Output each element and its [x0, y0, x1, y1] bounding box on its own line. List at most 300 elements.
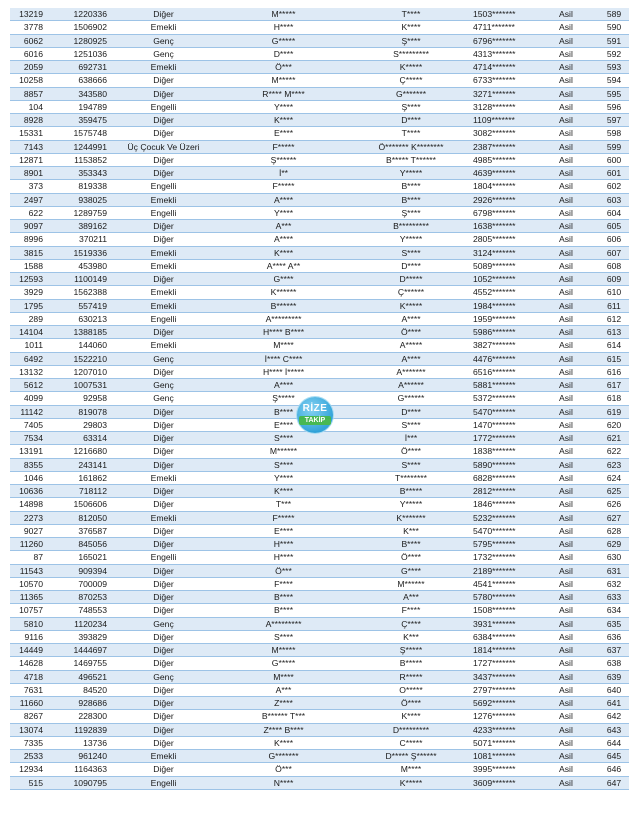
- table-row: [10, 246, 629, 259]
- cell-last-name: G*******: [351, 87, 471, 100]
- cell-last-name: S****: [351, 458, 471, 471]
- cell-category: Emekli: [111, 511, 216, 524]
- table-row: [10, 485, 629, 498]
- cell-first-name: M****: [216, 670, 351, 683]
- cell-application-no: 8857: [10, 87, 47, 100]
- cell-last-name: A****: [351, 352, 471, 365]
- cell-category: Diğer: [111, 657, 216, 670]
- cell-record-no: 1575748: [47, 127, 111, 140]
- cell-category: Diğer: [111, 432, 216, 445]
- cell-category: Diğer: [111, 405, 216, 418]
- cell-record-no: 928686: [47, 697, 111, 710]
- cell-last-name: G****: [351, 564, 471, 577]
- cell-last-name: Ö****: [351, 326, 471, 339]
- cell-id-number: 6516*******: [471, 365, 551, 378]
- table-row: [10, 524, 629, 537]
- cell-record-no: 389162: [47, 220, 111, 233]
- cell-last-name: M****: [351, 763, 471, 776]
- cell-rank: 636: [599, 630, 629, 643]
- cell-last-name: B****: [351, 180, 471, 193]
- cell-application-no: 10570: [10, 577, 47, 590]
- table-row: [10, 273, 629, 286]
- table-row: [10, 140, 629, 153]
- cell-status: Asil: [551, 736, 599, 749]
- cell-first-name: D****: [216, 47, 351, 60]
- table-row: [10, 8, 629, 21]
- cell-status: Asil: [551, 246, 599, 259]
- cell-last-name: K*******: [351, 511, 471, 524]
- cell-id-number: 6828*******: [471, 471, 551, 484]
- cell-id-number: 5470*******: [471, 524, 551, 537]
- cell-record-no: 243141: [47, 458, 111, 471]
- cell-last-name: S****: [351, 246, 471, 259]
- cell-last-name: B*****: [351, 485, 471, 498]
- cell-first-name: K****: [216, 736, 351, 749]
- cell-status: Asil: [551, 352, 599, 365]
- cell-rank: 640: [599, 683, 629, 696]
- cell-application-no: 2059: [10, 61, 47, 74]
- cell-first-name: S****: [216, 458, 351, 471]
- cell-application-no: 8901: [10, 167, 47, 180]
- cell-record-no: 453980: [47, 259, 111, 272]
- table-row: [10, 193, 629, 206]
- cell-category: Genç: [111, 379, 216, 392]
- cell-application-no: 10258: [10, 74, 47, 87]
- cell-record-no: 1100149: [47, 273, 111, 286]
- cell-last-name: K***: [351, 630, 471, 643]
- cell-status: Asil: [551, 34, 599, 47]
- cell-last-name: Ö****: [351, 551, 471, 564]
- cell-first-name: B****** T***: [216, 710, 351, 723]
- cell-last-name: T****: [351, 8, 471, 21]
- table-row: [10, 750, 629, 763]
- cell-rank: 592: [599, 47, 629, 60]
- cell-status: Asil: [551, 233, 599, 246]
- cell-category: Diğer: [111, 87, 216, 100]
- cell-record-no: 84520: [47, 683, 111, 696]
- cell-rank: 639: [599, 670, 629, 683]
- cell-first-name: A****: [216, 233, 351, 246]
- cell-status: Asil: [551, 193, 599, 206]
- cell-application-no: 13191: [10, 445, 47, 458]
- rize-takip-logo: [297, 397, 333, 433]
- table-row: [10, 352, 629, 365]
- cell-first-name: A***: [216, 683, 351, 696]
- cell-last-name: K****: [351, 21, 471, 34]
- cell-id-number: 5089*******: [471, 259, 551, 272]
- cell-id-number: 1772*******: [471, 432, 551, 445]
- table-row: [10, 670, 629, 683]
- cell-id-number: 1732*******: [471, 551, 551, 564]
- cell-id-number: 2926*******: [471, 193, 551, 206]
- table-row: [10, 61, 629, 74]
- cell-status: Asil: [551, 485, 599, 498]
- cell-application-no: 14898: [10, 498, 47, 511]
- cell-record-no: 144060: [47, 339, 111, 352]
- cell-last-name: K****: [351, 710, 471, 723]
- cell-category: Diğer: [111, 445, 216, 458]
- cell-category: Diğer: [111, 498, 216, 511]
- cell-record-no: 819338: [47, 180, 111, 193]
- table-row: [10, 736, 629, 749]
- cell-record-no: 938025: [47, 193, 111, 206]
- table-row: [10, 259, 629, 272]
- cell-record-no: 1280925: [47, 34, 111, 47]
- cell-application-no: 1588: [10, 259, 47, 272]
- cell-rank: 610: [599, 286, 629, 299]
- cell-first-name: Ö***: [216, 61, 351, 74]
- cell-record-no: 359475: [47, 114, 111, 127]
- cell-category: Diğer: [111, 604, 216, 617]
- cell-status: Asil: [551, 710, 599, 723]
- cell-category: Diğer: [111, 326, 216, 339]
- cell-record-no: 353343: [47, 167, 111, 180]
- logo-text-top: RİZE: [302, 403, 328, 414]
- cell-rank: 643: [599, 723, 629, 736]
- cell-category: Diğer: [111, 644, 216, 657]
- cell-status: Asil: [551, 114, 599, 127]
- cell-status: Asil: [551, 670, 599, 683]
- cell-record-no: 961240: [47, 750, 111, 763]
- cell-status: Asil: [551, 286, 599, 299]
- table-row: [10, 683, 629, 696]
- cell-status: Asil: [551, 74, 599, 87]
- table-row: [10, 458, 629, 471]
- cell-category: Genç: [111, 617, 216, 630]
- cell-status: Asil: [551, 180, 599, 193]
- cell-category: Üç Çocuk Ve Üzeri: [111, 140, 216, 153]
- cell-last-name: B***** T******: [351, 153, 471, 166]
- cell-first-name: H**** İ*****: [216, 365, 351, 378]
- cell-category: Genç: [111, 34, 216, 47]
- cell-id-number: 1503*******: [471, 8, 551, 21]
- table-row: [10, 167, 629, 180]
- cell-first-name: H****: [216, 21, 351, 34]
- cell-category: Emekli: [111, 193, 216, 206]
- cell-id-number: 5881*******: [471, 379, 551, 392]
- table-row: [10, 710, 629, 723]
- cell-category: Diğer: [111, 74, 216, 87]
- cell-last-name: D***** Ş******: [351, 750, 471, 763]
- cell-record-no: 376587: [47, 524, 111, 537]
- cell-id-number: 2189*******: [471, 564, 551, 577]
- table-row: [10, 206, 629, 219]
- table-row: [10, 114, 629, 127]
- cell-category: Diğer: [111, 8, 216, 21]
- cell-last-name: O*****: [351, 683, 471, 696]
- cell-category: Diğer: [111, 458, 216, 471]
- cell-status: Asil: [551, 511, 599, 524]
- cell-last-name: T********: [351, 471, 471, 484]
- cell-first-name: Z**** B****: [216, 723, 351, 736]
- cell-last-name: Ş****: [351, 34, 471, 47]
- cell-first-name: K****: [216, 246, 351, 259]
- cell-first-name: M*****: [216, 644, 351, 657]
- cell-id-number: 5890*******: [471, 458, 551, 471]
- cell-rank: 607: [599, 246, 629, 259]
- cell-last-name: Y*****: [351, 233, 471, 246]
- cell-id-number: 5071*******: [471, 736, 551, 749]
- cell-rank: 630: [599, 551, 629, 564]
- cell-first-name: A****: [216, 379, 351, 392]
- table-row: [10, 326, 629, 339]
- cell-application-no: 6062: [10, 34, 47, 47]
- cell-category: Engelli: [111, 180, 216, 193]
- cell-status: Asil: [551, 697, 599, 710]
- cell-rank: 599: [599, 140, 629, 153]
- cell-first-name: K******: [216, 286, 351, 299]
- cell-first-name: E****: [216, 127, 351, 140]
- cell-application-no: 7335: [10, 736, 47, 749]
- cell-id-number: 1838*******: [471, 445, 551, 458]
- cell-record-no: 1207010: [47, 365, 111, 378]
- table-row: [10, 538, 629, 551]
- cell-last-name: D*********: [351, 723, 471, 736]
- cell-id-number: 1804*******: [471, 180, 551, 193]
- cell-application-no: 7631: [10, 683, 47, 696]
- cell-first-name: F****: [216, 577, 351, 590]
- cell-category: Diğer: [111, 365, 216, 378]
- cell-last-name: B*****: [351, 657, 471, 670]
- cell-status: Asil: [551, 524, 599, 537]
- cell-rank: 598: [599, 127, 629, 140]
- cell-last-name: A******: [351, 379, 471, 392]
- cell-application-no: 4718: [10, 670, 47, 683]
- cell-id-number: 3271*******: [471, 87, 551, 100]
- cell-id-number: 3124*******: [471, 246, 551, 259]
- cell-status: Asil: [551, 153, 599, 166]
- cell-application-no: 13074: [10, 723, 47, 736]
- cell-category: Emekli: [111, 339, 216, 352]
- cell-application-no: 8996: [10, 233, 47, 246]
- cell-record-no: 393829: [47, 630, 111, 643]
- cell-record-no: 370211: [47, 233, 111, 246]
- cell-record-no: 1153852: [47, 153, 111, 166]
- cell-status: Asil: [551, 339, 599, 352]
- cell-category: Diğer: [111, 524, 216, 537]
- cell-rank: 616: [599, 365, 629, 378]
- cell-application-no: 515: [10, 776, 47, 789]
- cell-category: Engelli: [111, 206, 216, 219]
- cell-first-name: Y****: [216, 100, 351, 113]
- cell-rank: 620: [599, 418, 629, 431]
- cell-application-no: 5810: [10, 617, 47, 630]
- table-row: [10, 220, 629, 233]
- cell-application-no: 8355: [10, 458, 47, 471]
- cell-status: Asil: [551, 299, 599, 312]
- cell-first-name: S****: [216, 432, 351, 445]
- cell-rank: 618: [599, 392, 629, 405]
- cell-last-name: A****: [351, 312, 471, 325]
- table-row: [10, 577, 629, 590]
- cell-first-name: E****: [216, 524, 351, 537]
- cell-id-number: 4476*******: [471, 352, 551, 365]
- cell-last-name: Ç*****: [351, 74, 471, 87]
- table-row: [10, 763, 629, 776]
- cell-application-no: 12871: [10, 153, 47, 166]
- cell-status: Asil: [551, 683, 599, 696]
- cell-application-no: 14104: [10, 326, 47, 339]
- cell-id-number: 3609*******: [471, 776, 551, 789]
- cell-status: Asil: [551, 657, 599, 670]
- cell-application-no: 104: [10, 100, 47, 113]
- cell-category: Diğer: [111, 723, 216, 736]
- cell-record-no: 1506902: [47, 21, 111, 34]
- cell-category: Diğer: [111, 220, 216, 233]
- table-row: [10, 153, 629, 166]
- cell-record-no: 1519336: [47, 246, 111, 259]
- table-row: [10, 564, 629, 577]
- cell-application-no: 9097: [10, 220, 47, 233]
- cell-rank: 594: [599, 74, 629, 87]
- cell-record-no: 1289759: [47, 206, 111, 219]
- cell-first-name: A*********: [216, 617, 351, 630]
- cell-category: Diğer: [111, 736, 216, 749]
- cell-last-name: Ö****: [351, 445, 471, 458]
- cell-category: Diğer: [111, 114, 216, 127]
- cell-last-name: Ş*****: [351, 644, 471, 657]
- cell-id-number: 4714*******: [471, 61, 551, 74]
- cell-id-number: 1984*******: [471, 299, 551, 312]
- cell-id-number: 5780*******: [471, 591, 551, 604]
- cell-record-no: 638666: [47, 74, 111, 87]
- cell-rank: 626: [599, 498, 629, 511]
- cell-last-name: D****: [351, 259, 471, 272]
- cell-status: Asil: [551, 458, 599, 471]
- cell-first-name: F*****: [216, 511, 351, 524]
- cell-category: Diğer: [111, 763, 216, 776]
- cell-application-no: 622: [10, 206, 47, 219]
- cell-rank: 632: [599, 577, 629, 590]
- cell-last-name: B*********: [351, 220, 471, 233]
- cell-category: Diğer: [111, 167, 216, 180]
- cell-application-no: 3929: [10, 286, 47, 299]
- cell-record-no: 343580: [47, 87, 111, 100]
- cell-category: Engelli: [111, 551, 216, 564]
- cell-category: Diğer: [111, 538, 216, 551]
- cell-rank: 596: [599, 100, 629, 113]
- cell-record-no: 630213: [47, 312, 111, 325]
- cell-category: Emekli: [111, 286, 216, 299]
- cell-id-number: 3437*******: [471, 670, 551, 683]
- cell-rank: 609: [599, 273, 629, 286]
- cell-status: Asil: [551, 87, 599, 100]
- cell-rank: 637: [599, 644, 629, 657]
- cell-record-no: 1444697: [47, 644, 111, 657]
- cell-id-number: 5795*******: [471, 538, 551, 551]
- cell-first-name: E****: [216, 418, 351, 431]
- cell-last-name: B****: [351, 193, 471, 206]
- cell-rank: 613: [599, 326, 629, 339]
- cell-id-number: 4552*******: [471, 286, 551, 299]
- cell-record-no: 692731: [47, 61, 111, 74]
- cell-first-name: İ**** C****: [216, 352, 351, 365]
- cell-status: Asil: [551, 432, 599, 445]
- cell-id-number: 1638*******: [471, 220, 551, 233]
- cell-first-name: A**** A**: [216, 259, 351, 272]
- table-row: [10, 312, 629, 325]
- cell-category: Diğer: [111, 153, 216, 166]
- table-row: [10, 47, 629, 60]
- cell-category: Diğer: [111, 485, 216, 498]
- cell-rank: 635: [599, 617, 629, 630]
- cell-status: Asil: [551, 8, 599, 21]
- cell-status: Asil: [551, 445, 599, 458]
- cell-first-name: Y****: [216, 206, 351, 219]
- cell-application-no: 11543: [10, 564, 47, 577]
- cell-status: Asil: [551, 206, 599, 219]
- cell-record-no: 1251036: [47, 47, 111, 60]
- cell-id-number: 6796*******: [471, 34, 551, 47]
- table-row: [10, 127, 629, 140]
- cell-status: Asil: [551, 365, 599, 378]
- cell-id-number: 5986*******: [471, 326, 551, 339]
- cell-category: Diğer: [111, 564, 216, 577]
- cell-first-name: Ş******: [216, 153, 351, 166]
- cell-category: Diğer: [111, 591, 216, 604]
- cell-status: Asil: [551, 591, 599, 604]
- cell-status: Asil: [551, 564, 599, 577]
- cell-first-name: B****: [216, 405, 351, 418]
- cell-category: Diğer: [111, 683, 216, 696]
- cell-category: Emekli: [111, 299, 216, 312]
- table-row: [10, 617, 629, 630]
- table-row: [10, 432, 629, 445]
- table-row: [10, 299, 629, 312]
- cell-rank: 634: [599, 604, 629, 617]
- cell-id-number: 4233*******: [471, 723, 551, 736]
- cell-status: Asil: [551, 61, 599, 74]
- cell-application-no: 11260: [10, 538, 47, 551]
- cell-last-name: S*********: [351, 47, 471, 60]
- cell-first-name: H****: [216, 538, 351, 551]
- cell-last-name: D****: [351, 405, 471, 418]
- cell-status: Asil: [551, 140, 599, 153]
- cell-rank: 591: [599, 34, 629, 47]
- cell-category: Diğer: [111, 127, 216, 140]
- cell-status: Asil: [551, 750, 599, 763]
- cell-record-no: 1164363: [47, 763, 111, 776]
- logo-text-bottom: TAKİP: [299, 416, 331, 425]
- cell-status: Asil: [551, 644, 599, 657]
- cell-status: Asil: [551, 617, 599, 630]
- cell-id-number: 4313*******: [471, 47, 551, 60]
- cell-record-no: 557419: [47, 299, 111, 312]
- cell-id-number: 1846*******: [471, 498, 551, 511]
- cell-status: Asil: [551, 259, 599, 272]
- cell-first-name: M******: [216, 445, 351, 458]
- cell-id-number: 2387*******: [471, 140, 551, 153]
- cell-record-no: 1120234: [47, 617, 111, 630]
- cell-application-no: 15331: [10, 127, 47, 140]
- cell-category: Diğer: [111, 233, 216, 246]
- table-row: [10, 445, 629, 458]
- cell-rank: 590: [599, 21, 629, 34]
- cell-first-name: F*****: [216, 140, 351, 153]
- cell-application-no: 3815: [10, 246, 47, 259]
- cell-last-name: Y*****: [351, 167, 471, 180]
- cell-application-no: 12593: [10, 273, 47, 286]
- cell-rank: 624: [599, 471, 629, 484]
- cell-category: Diğer: [111, 418, 216, 431]
- cell-record-no: 161862: [47, 471, 111, 484]
- cell-last-name: K*****: [351, 299, 471, 312]
- table-row: [10, 74, 629, 87]
- cell-status: Asil: [551, 577, 599, 590]
- cell-first-name: G*******: [216, 750, 351, 763]
- cell-application-no: 6492: [10, 352, 47, 365]
- cell-id-number: 4985*******: [471, 153, 551, 166]
